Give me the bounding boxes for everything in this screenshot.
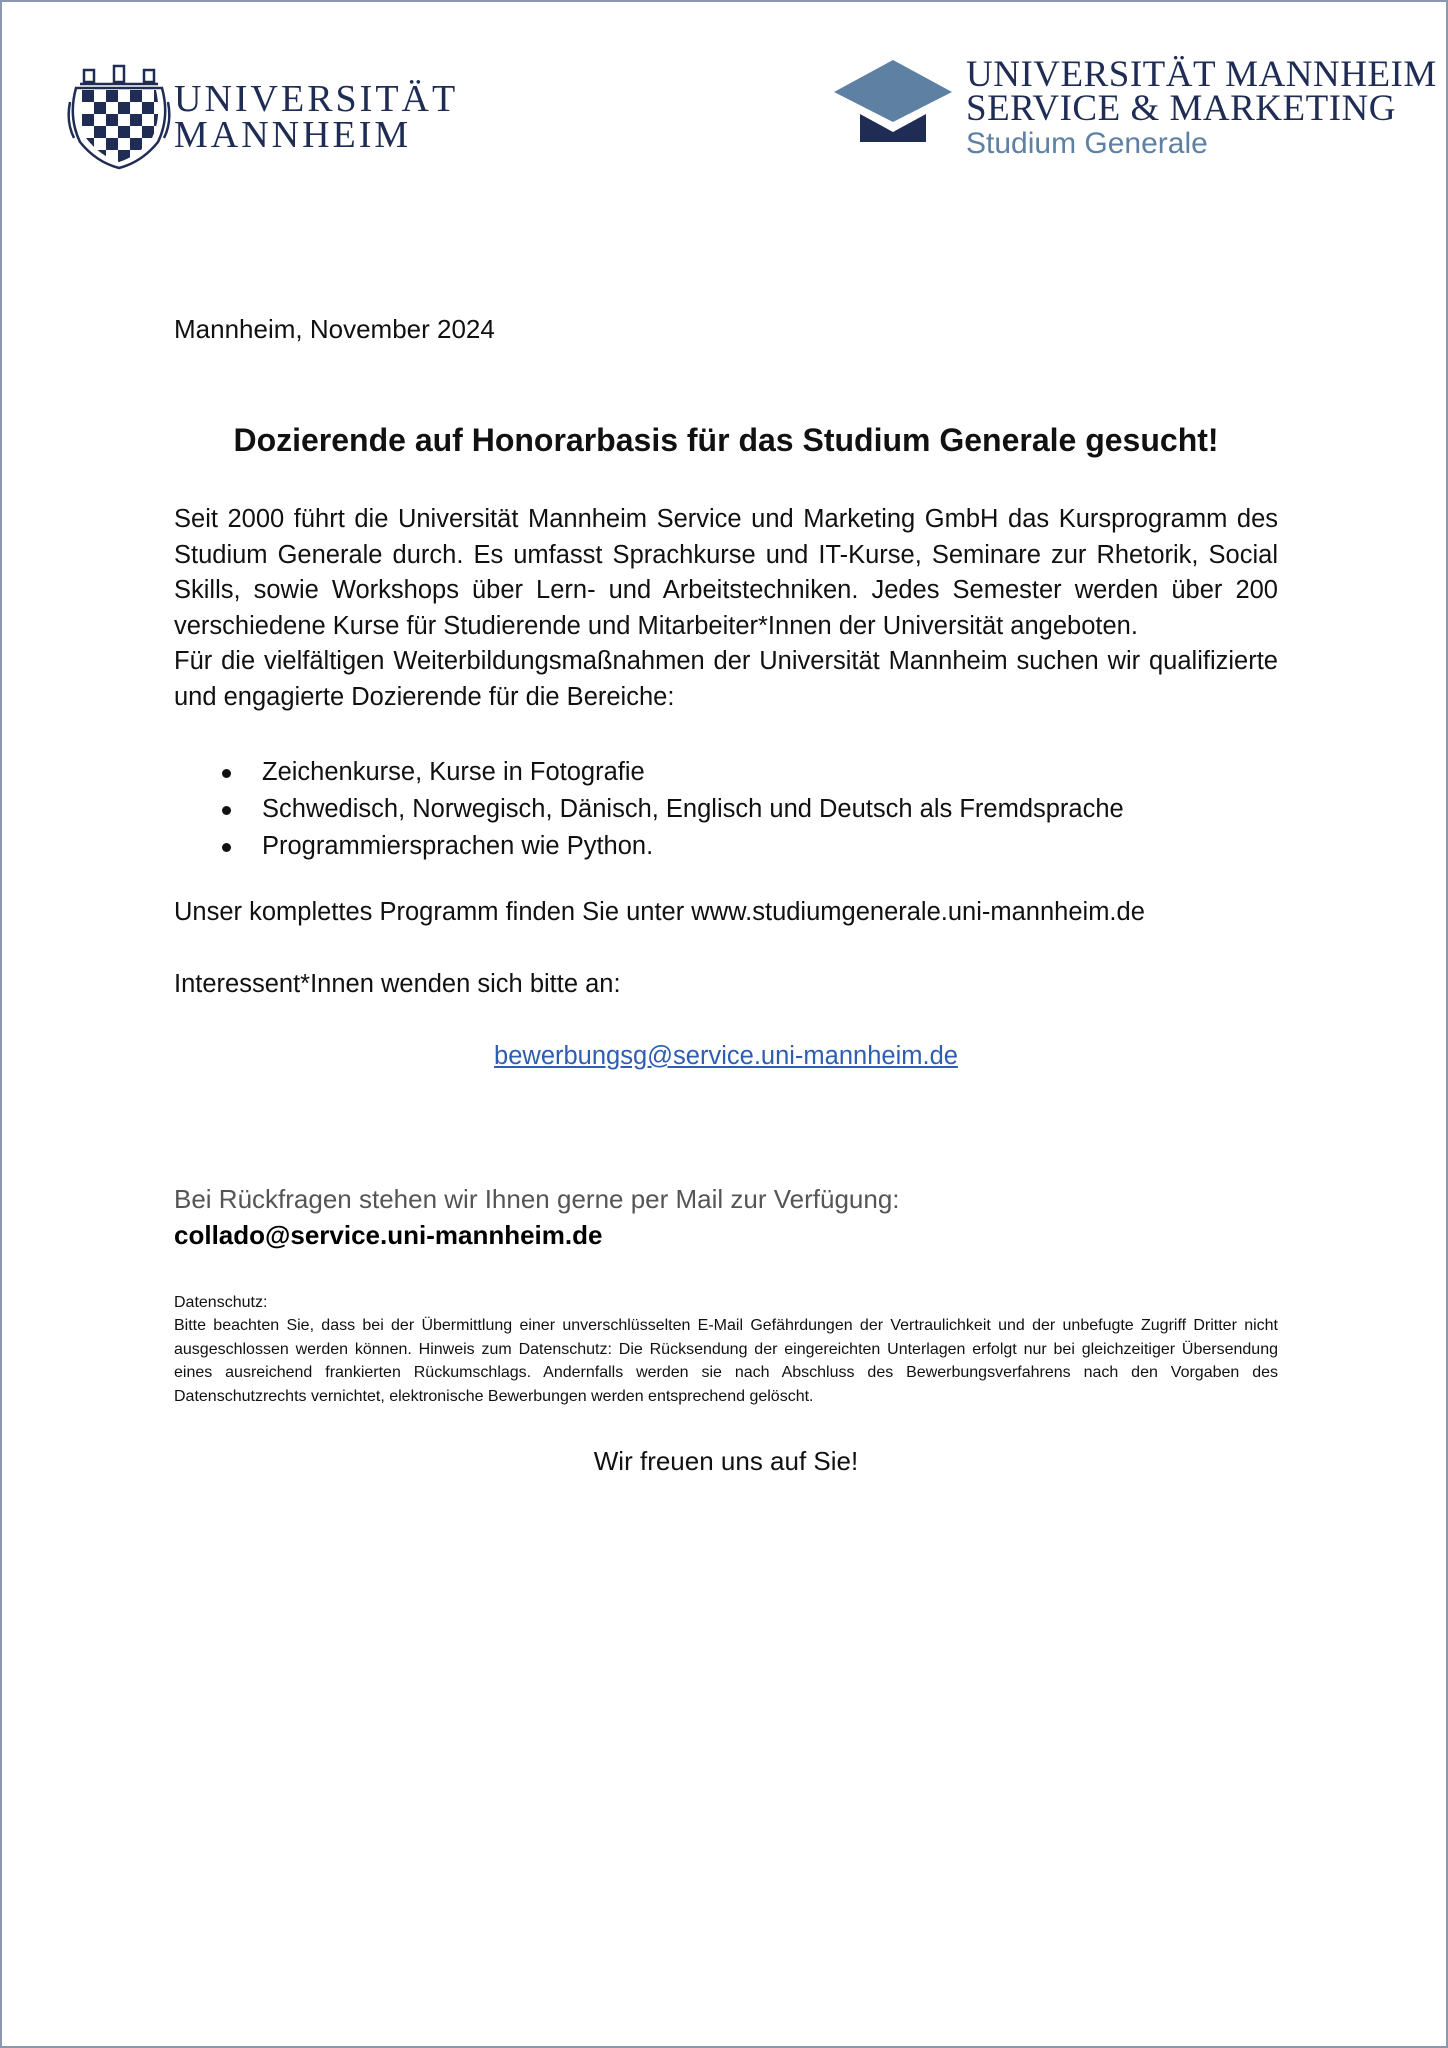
bullet-icon	[222, 843, 231, 852]
letter-date: Mannheim, November 2024	[174, 314, 495, 344]
privacy-text: Bitte beachten Sie, dass bei der Übermittlung einer unverschlüsselten E-Mail Gefährdungen der Vertraulichkeit und der unbefugte Zugriff Dritter nicht ausgeschlossen werden können. Hinweis zum Datenschutz: Die Rücksendung der eingereichten Unterlagen erfolgt nur bei gleichzeitiger Übersendung eines ausreichend frankierten Rückumschlags. Andernfalls werden sie nach Abschluss des Bewerbungsverfahrens nach den Vorgaben des Datenschutzrechts vernichtet, elektronische Bewerbungen werden entsprechend gelöscht.	[174, 1317, 1278, 1405]
intro-paragraph	[174, 502, 1278, 715]
program-info: Unser komplettes Programm finden Sie unter www.studiumgenerale.uni-mannheim.de	[174, 898, 1145, 926]
list-item: Zeichenkurse, Kurse in Fotografie	[174, 754, 1278, 791]
questions-text: Bei Rückfragen stehen wir Ihnen gerne per Mail zur Verfügung:	[174, 1184, 900, 1214]
service-logo-line1: UNIVERSITÄT MANNHEIM	[966, 54, 1437, 95]
closing-line: Wir freuen uns auf Sie!	[593, 1446, 859, 1476]
university-logo-line2: MANNHEIM	[174, 114, 412, 156]
university-logo-line1: UNIVERSITÄT	[174, 78, 459, 120]
list-item: Programmiersprachen wie Python.	[174, 828, 1278, 865]
contact-email: collado@service.uni-mannheim.de	[174, 1220, 603, 1250]
application-email-link[interactable]: bewerbungsg@service.uni-mannheim.de	[494, 1042, 958, 1070]
university-logo	[66, 62, 458, 172]
bullet-icon	[222, 769, 231, 778]
contact-intro: Interessent*Innen wenden sich bitte an:	[174, 970, 621, 998]
university-crest-icon	[66, 62, 172, 172]
page-title: Dozierende auf Honorarbasis für das Studium Generale gesucht!	[233, 422, 1219, 458]
list-item: Schwedisch, Norwegisch, Dänisch, Englisch und Deutsch als Fremdsprache	[174, 791, 1278, 828]
service-marketing-logo	[826, 54, 1437, 162]
bullet-icon	[222, 806, 231, 815]
subject-list	[174, 754, 1278, 865]
service-logo-subtitle: Studium Generale	[966, 127, 1208, 160]
graduation-cap-icon	[826, 58, 960, 146]
privacy-label: Datenschutz:	[174, 1294, 268, 1311]
service-logo-line2: SERVICE & MARKETING	[966, 88, 1396, 129]
intro-text-1: Seit 2000 führt die Universität Mannheim Service und Marketing GmbH das Kursprogramm des Studium Generale durch. Es umfasst Sprachkurse und IT-Kurse, Seminare zur Rhetorik, Social Skills, sowie Workshops über Lern- und Arbeitstechniken. Jedes Semester werden über 200 verschiedene Kurse für Studierende und Mitarbeiter*Innen der Universität angeboten.	[174, 505, 1278, 640]
intro-text-2: Für die vielfältigen Weiterbildungsmaßnahmen der Universität Mannheim suchen wir qualifizierte und engagierte Dozierende für die Bereiche:	[174, 647, 1278, 711]
